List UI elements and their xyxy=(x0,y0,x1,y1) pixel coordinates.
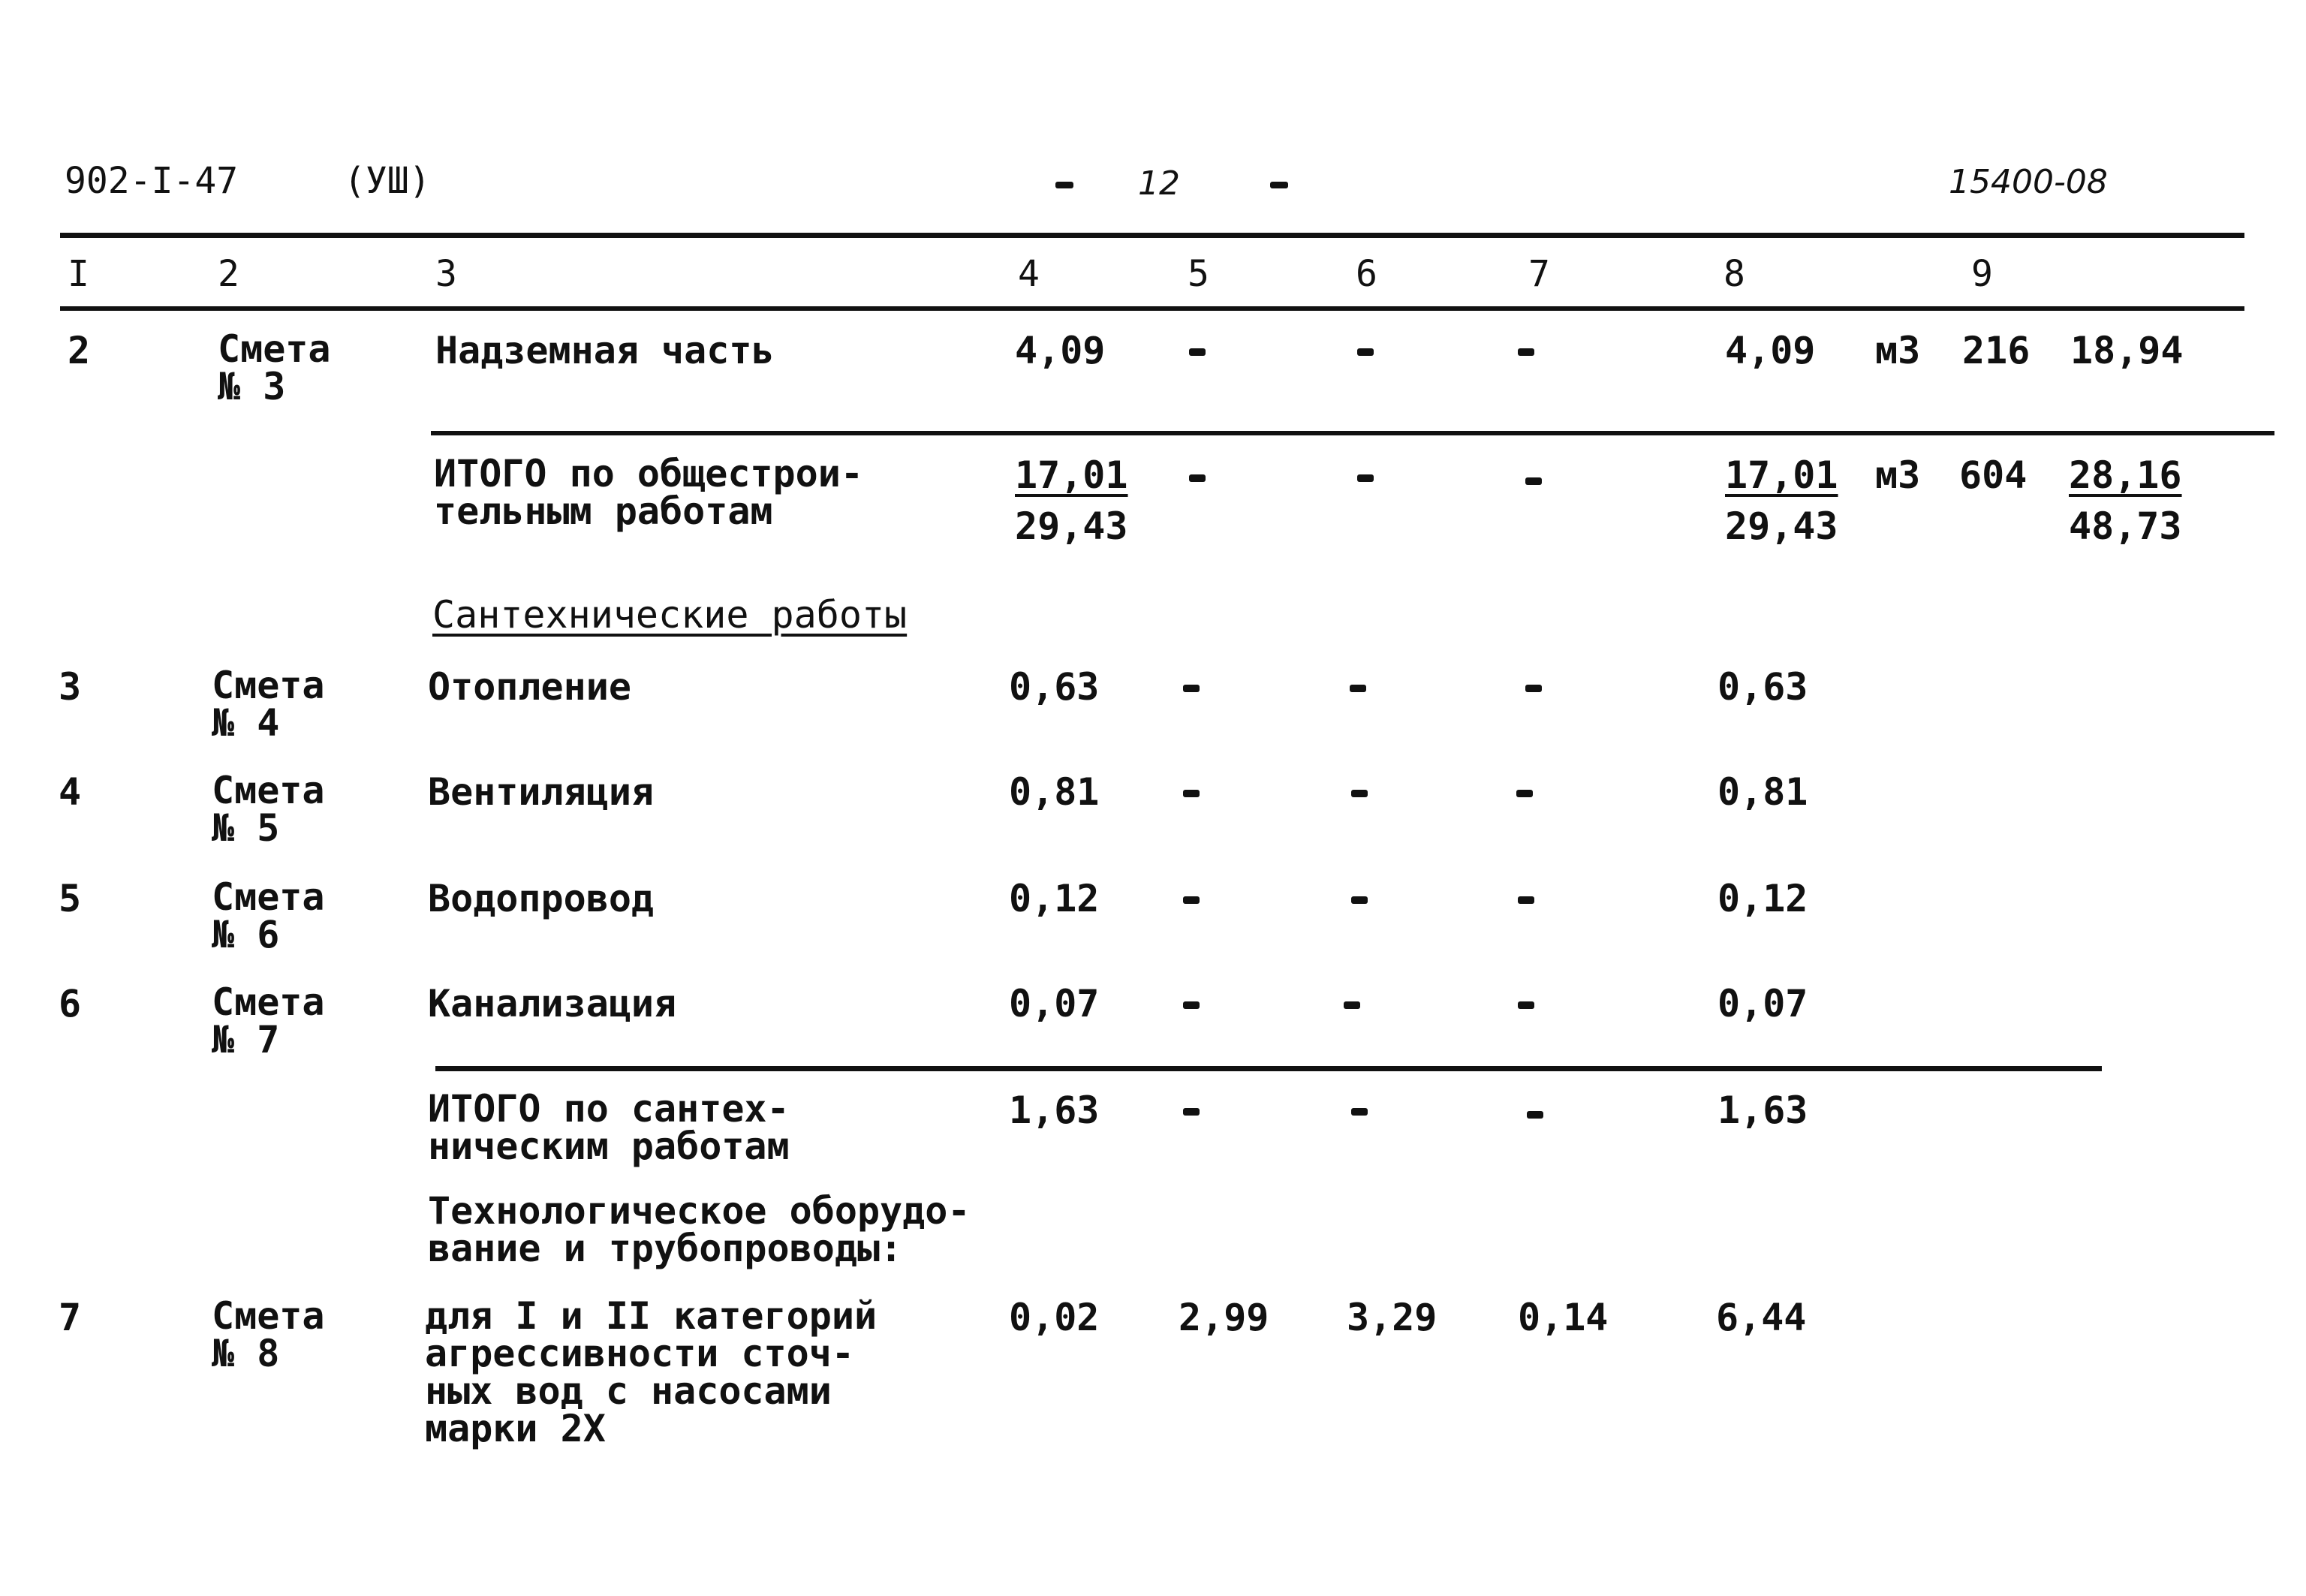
estimate-ref: Смета № 6 xyxy=(212,875,325,956)
value-col8: 4,09 xyxy=(1725,329,1816,372)
estimate-ref: Смета № 7 xyxy=(212,980,325,1061)
value-col5: 2,99 xyxy=(1179,1296,1269,1339)
row-number: 7 xyxy=(59,1296,82,1339)
sheet-code: 15400-08 xyxy=(1949,163,2108,201)
column-header-4: 4 xyxy=(1018,253,1040,295)
page-dash-right xyxy=(1270,182,1288,188)
total-general-cost-bottom: 48,73 xyxy=(2069,504,2182,548)
page-dash-left xyxy=(1055,182,1073,188)
cost: 18,94 xyxy=(2070,329,2184,372)
estimate-ref: Смета № 5 xyxy=(212,769,325,850)
work-name: для I и II категорий агрессивности сточ- ных вод с насосами марки 2Х xyxy=(425,1294,878,1450)
dash-col5 xyxy=(1183,685,1200,692)
document-variant: (УШ) xyxy=(344,160,431,202)
total-general-col4-bottom: 29,43 xyxy=(1015,504,1128,548)
dash-col7 xyxy=(1527,1111,1543,1119)
value-col4: 0,07 xyxy=(1009,982,1100,1025)
column-header-9: 9 xyxy=(1971,253,1993,295)
total-general-col8-bottom: 29,43 xyxy=(1725,504,1838,548)
total-sanitary-col4: 1,63 xyxy=(1009,1089,1100,1132)
dash-col6 xyxy=(1351,896,1368,904)
value-col8: 0,81 xyxy=(1717,770,1808,814)
column-header-3: 3 xyxy=(435,253,457,295)
dash-col7 xyxy=(1525,685,1542,692)
value-col4: 0,02 xyxy=(1009,1296,1100,1339)
value-col8: 6,44 xyxy=(1716,1296,1807,1339)
work-name: Надземная часть xyxy=(435,329,775,372)
row-number: 3 xyxy=(59,665,82,709)
work-name: Отопление xyxy=(428,665,631,709)
value-col8: 0,12 xyxy=(1717,877,1808,920)
dash-col5 xyxy=(1189,348,1206,356)
column-header-8: 8 xyxy=(1723,253,1745,295)
row-number: 5 xyxy=(59,877,82,920)
row-number: 6 xyxy=(59,982,82,1025)
estimate-ref: Смета № 3 xyxy=(218,327,331,408)
total-general-cost-top: 28,16 xyxy=(2069,453,2182,497)
work-name: Канализация xyxy=(428,982,677,1025)
value-col4: 0,81 xyxy=(1009,770,1100,814)
work-name: Водопровод xyxy=(428,877,655,920)
dash-col6 xyxy=(1357,474,1374,482)
unit: м3 xyxy=(1875,329,1921,372)
value-col6: 3,29 xyxy=(1347,1296,1437,1339)
total-general-unit: м3 xyxy=(1875,453,1921,497)
quantity: 216 xyxy=(1962,329,2031,372)
section-title-sanitary: Сантехнические работы xyxy=(432,593,908,637)
dash-col7 xyxy=(1518,348,1534,356)
subtotal-rule xyxy=(435,1066,2102,1071)
page-number: 12 xyxy=(1138,164,1180,203)
total-general-quantity: 604 xyxy=(1959,453,2028,497)
value-col4: 0,63 xyxy=(1009,665,1100,709)
total-sanitary-label: ИТОГО по сантех- ническим работам xyxy=(428,1087,790,1168)
document-code: 902-I-47 xyxy=(65,160,239,202)
row-number: 4 xyxy=(59,770,82,814)
dash-col5 xyxy=(1183,1108,1200,1116)
value-col8: 0,63 xyxy=(1717,665,1808,709)
estimate-ref: Смета № 8 xyxy=(212,1294,325,1375)
total-sanitary-col8: 1,63 xyxy=(1717,1089,1808,1132)
column-header-5: 5 xyxy=(1188,253,1209,295)
top-rule xyxy=(60,233,2244,238)
dash-col5 xyxy=(1183,790,1200,797)
total-general-col8-top: 17,01 xyxy=(1725,453,1838,497)
dash-col6 xyxy=(1344,1001,1360,1009)
column-header-7: 7 xyxy=(1528,253,1550,295)
dash-col6 xyxy=(1350,685,1366,692)
value-col4: 4,09 xyxy=(1015,329,1106,372)
section-title-tech: Технологическое оборудо- вание и трубопроводы: xyxy=(428,1189,971,1270)
column-header-2: 2 xyxy=(218,253,239,295)
dash-col7 xyxy=(1518,896,1534,904)
dash-col7 xyxy=(1518,1001,1534,1009)
value-col7: 0,14 xyxy=(1518,1296,1609,1339)
dash-col6 xyxy=(1351,790,1368,797)
subtotal-rule xyxy=(431,431,2274,435)
total-general-label: ИТОГО по общестрои- тельным работам xyxy=(434,452,863,533)
dash-col5 xyxy=(1189,474,1206,482)
dash-col6 xyxy=(1351,1108,1368,1116)
dash-col5 xyxy=(1183,896,1200,904)
total-general-col4-top: 17,01 xyxy=(1015,453,1128,497)
dash-col6 xyxy=(1357,348,1374,356)
dash-col7 xyxy=(1525,477,1542,485)
estimate-ref: Смета № 4 xyxy=(212,664,325,745)
row-number: 2 xyxy=(68,329,91,372)
value-col4: 0,12 xyxy=(1009,877,1100,920)
value-col8: 0,07 xyxy=(1717,982,1808,1025)
header-bottom-rule xyxy=(60,306,2244,311)
dash-col7 xyxy=(1516,790,1533,797)
work-name: Вентиляция xyxy=(428,770,655,814)
column-header-1: I xyxy=(68,253,89,295)
column-header-6: 6 xyxy=(1356,253,1377,295)
dash-col5 xyxy=(1183,1001,1200,1009)
